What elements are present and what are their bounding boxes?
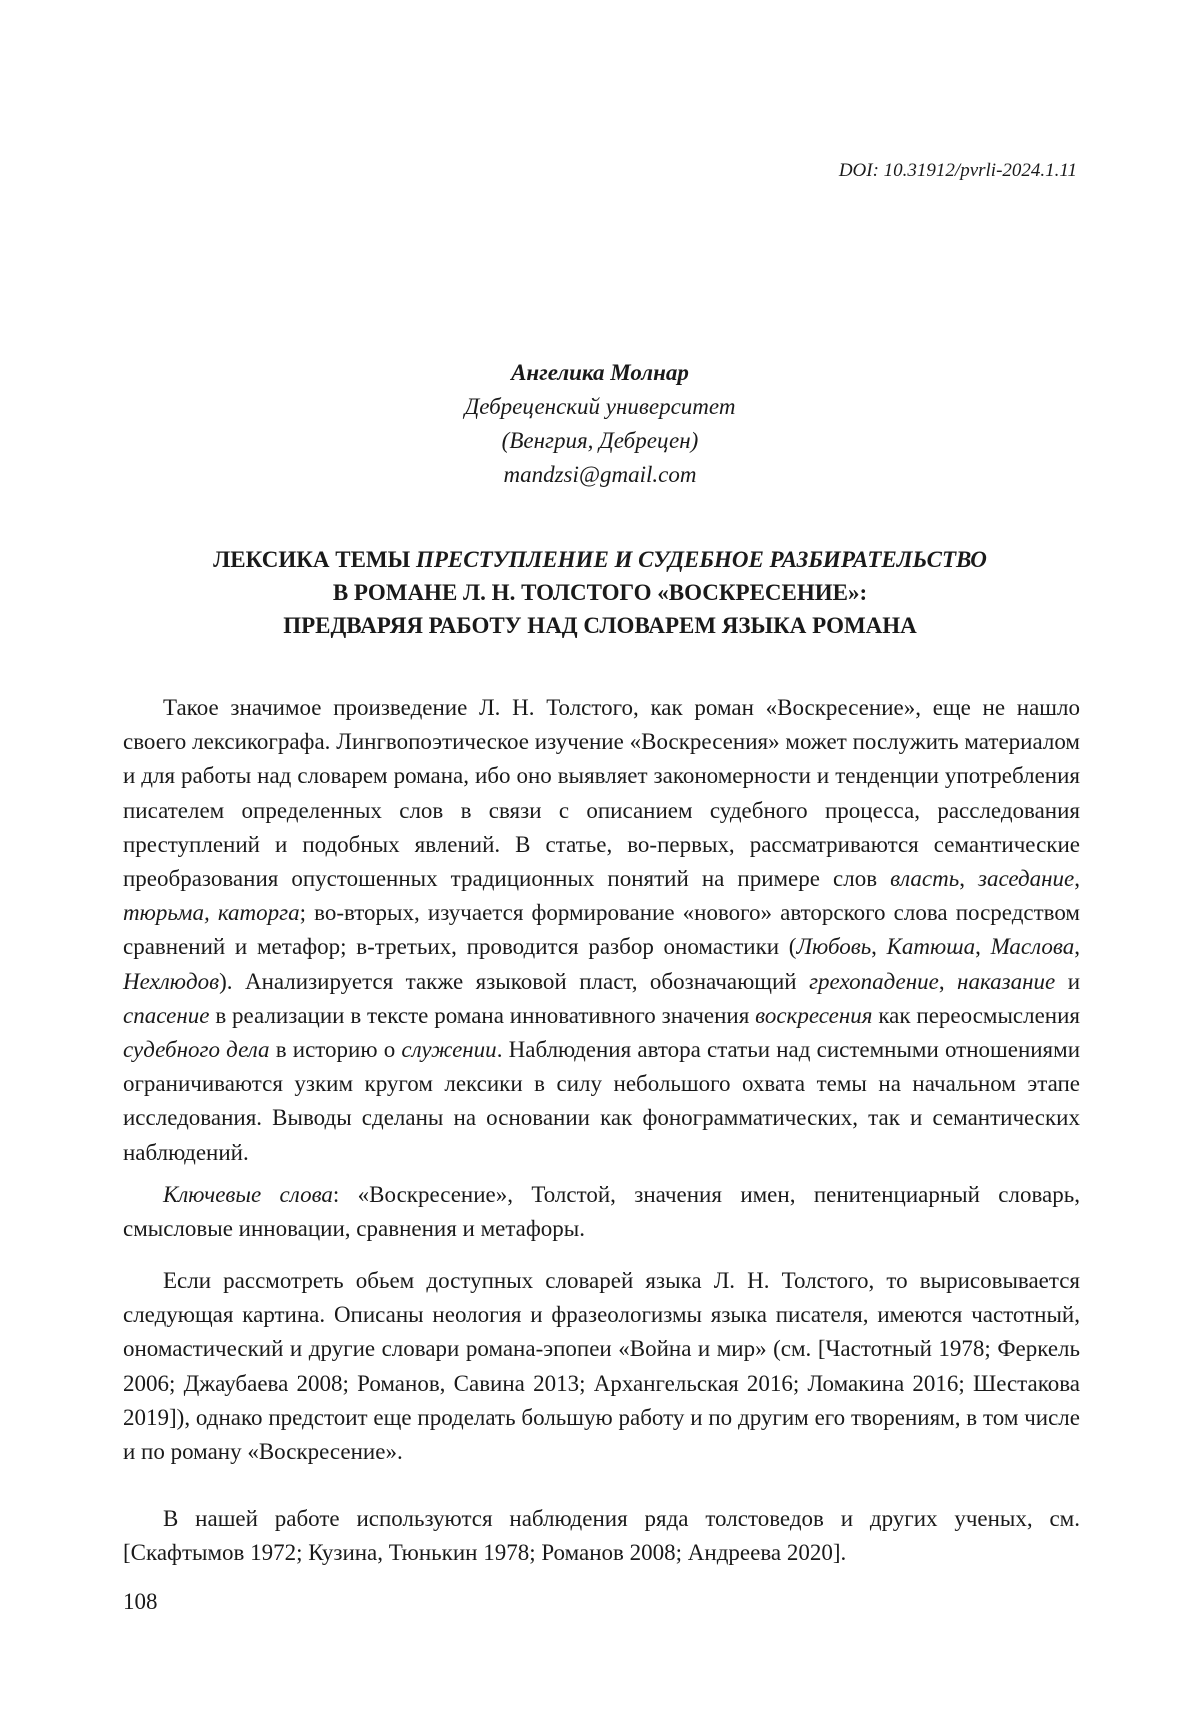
abstract-segment: ). Анализируется также языковой пласт, обозначающий <box>219 968 810 994</box>
abstract-segment: ; во-вторых, изучается формирование «нового» авторского слова посредством сравнений и метафор; в-третьих, проводится разбор ономастики ( <box>123 900 1080 960</box>
abstract-segment: в реализации в тексте романа инновативного значения <box>209 1002 756 1028</box>
keywords-paragraph <box>123 1178 1080 1246</box>
main-paragraph-2: В нашей работе используются наблюдения ряда толстоведов и других ученых, см. [Скафтымов 1972; Кузина, Тюнькин 1978; Романов 2008; Андреева 2020]. <box>123 1506 1080 1566</box>
term: Катюша <box>886 934 976 960</box>
term: Любовь <box>796 934 872 960</box>
keywords-text: : «Воскресение», Толстой, значения имен, пенитенциарный словарь, смысловые инновации, сравнения и метафоры. <box>123 1182 1080 1242</box>
author-email: mandzsi@gmail.com <box>503 462 697 487</box>
title-line-2: В РОМАНЕ Л. Н. ТОЛСТОГО «ВОСКРЕСЕНИЕ»: <box>332 580 868 605</box>
abstract <box>123 691 1080 1170</box>
term: Маслова <box>990 934 1075 960</box>
keywords-label: Ключевые слова <box>163 1182 333 1207</box>
title-line-1-prefix: ЛЕКСИКА ТЕМЫ <box>213 547 416 572</box>
punct: , <box>1074 934 1081 960</box>
abstract-segment: Такое значимое произведение Л. Н. Толстого, как роман «Воскресение», еще не нашло своего лексикографа. Лингвопоэтическое изучение «Воскресения» может послужить материалом и для работы над словарем романа, ибо оно выявляет закономерности и тенденции употребления писателем определенных слов в связи с описанием судебного процесса, расследования преступлений и подобных явлений. В статье, во-первых, рассматриваются семантические преобразования опустошенных традиционных понятий на примере слов <box>123 695 1080 892</box>
author-name: Ангелика Молнар <box>511 360 689 385</box>
page-number: 108 <box>123 1589 158 1614</box>
punct: , <box>938 968 958 994</box>
term: тюрьма, каторга <box>123 900 300 926</box>
abstract-segment: . Наблюдения автора статьи над системными отношениями ограничиваются узким кругом лексики в силу небольшого охвата темы на начальном этапе исследования. Выводы сделаны на основании как фонограмматических, так и семантических наблюдений. <box>123 1037 1081 1165</box>
term: наказание <box>957 968 1056 994</box>
abstract-segment: и <box>1055 968 1081 994</box>
abstract-segment: в историю о <box>269 1037 402 1063</box>
main-text-2 <box>123 1502 1080 1570</box>
term: судебного дела <box>123 1037 270 1063</box>
main-text-1 <box>123 1264 1080 1469</box>
keywords <box>123 1178 1080 1246</box>
term: воскресения <box>755 1002 873 1028</box>
abstract-paragraph <box>123 691 1080 1170</box>
term: власть <box>890 866 960 892</box>
term: Нехлюдов <box>123 968 220 994</box>
author-location: (Венгрия, Дебрецен) <box>501 428 699 453</box>
article-title <box>0 543 1200 642</box>
author-block <box>0 356 1200 492</box>
title-line-1 <box>0 543 1200 576</box>
main-paragraph-1: Если рассмотреть обьем доступных словарей языка Л. Н. Толстого, то вырисовывается следующая картина. Описаны неология и фразеологизмы языка писателя, имеются частотный, ономастический и другие словари романа-эпопеи «Война и мир» (см. [Частотный 1978; Феркель 2006; Джаубаева 2008; Романов, Савина 2013; Архангельская 2016; Ломакина 2016; Шестакова 2019]), однако предстоит еще проделать большую работу и по другим его творениям, в том числе и по роману «Воскресение». <box>123 1268 1080 1465</box>
doi-label: DOI: 10.31912/pvrli-2024.1.11 <box>838 160 1077 181</box>
author-affiliation: Дебреценский университет <box>464 394 736 419</box>
term: спасение <box>123 1002 210 1028</box>
title-line-1-italic: ПРЕСТУПЛЕНИЕ И СУДЕБНОЕ РАЗБИРАТЕЛЬСТВО <box>415 547 987 572</box>
term: грехопадение <box>809 968 939 994</box>
punct: , <box>959 866 978 892</box>
term: служении <box>401 1037 497 1063</box>
punct: , <box>871 934 887 960</box>
term: заседание <box>977 866 1075 892</box>
punct: , <box>975 934 991 960</box>
punct: , <box>1074 866 1081 892</box>
abstract-segment: как переосмысления <box>872 1002 1080 1028</box>
title-line-3: ПРЕДВАРЯЯ РАБОТУ НАД СЛОВАРЕМ ЯЗЫКА РОМАНА <box>283 613 917 638</box>
